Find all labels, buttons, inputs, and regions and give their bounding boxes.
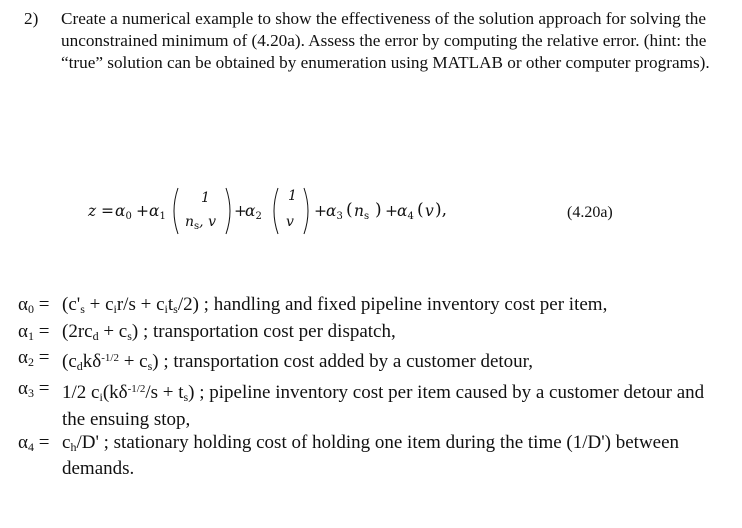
definition-symbol: $\alpha_0$ =: [18, 294, 50, 316]
definition-symbol: $\alpha_2$ =: [18, 347, 50, 370]
eq-term4: v: [425, 202, 434, 220]
definition-text: $(2rc_d + c_s)$ ; transportation cost per dispatch,: [62, 320, 396, 343]
eq-alpha3: $\alpha_3$: [326, 202, 343, 222]
eq-paren-close-3: ): [375, 200, 382, 220]
frac1-numerator: 1: [201, 190, 210, 206]
eq-plus-2: +: [234, 202, 247, 220]
frac2-denominator: v: [286, 214, 294, 230]
problem-number: 2): [24, 9, 39, 28]
definition-symbol: $\alpha_4$ =: [18, 431, 50, 454]
eq-term3: $n_s$: [354, 202, 370, 222]
definition-symbol: $\alpha_3$ =: [18, 378, 50, 401]
eq-plus-3: +: [314, 202, 327, 220]
eq-equals: =: [101, 202, 114, 220]
eq-paren-open-3: (: [346, 200, 353, 220]
eq-paren-open-4: (: [417, 200, 424, 220]
frac2-numerator: 1: [288, 188, 297, 204]
definition-symbol: $\alpha_1$ =: [18, 320, 50, 343]
eq-alpha1: $\alpha_1$: [149, 202, 166, 222]
eq-end: ),: [435, 200, 448, 220]
eq-alpha2: $\alpha_2$: [245, 202, 262, 222]
definition-text: 1/2 $c_i(k\delta^{-1/2}/s + t_s)$ ; pipeline inventory cost per item caused by a customer detour and the ensuing stop,: [62, 382, 705, 430]
frac1-denominator: $n_s$, v: [185, 214, 216, 232]
definition-alpha3: [18, 378, 718, 431]
definition-alpha1: [18, 321, 718, 348]
equation-4-20a: [88, 186, 648, 236]
left-paren-1: [168, 186, 180, 236]
problem-text: Create a numerical example to show the effectiveness of the solution approach for solving the unconstrained minimum of (4.20a). Assess the error by computing the relative error. (hint: the “true” solution can be obtained by enumeration using MATLAB or other computer programs).: [61, 9, 710, 72]
eq-alpha0: $\alpha_0$: [115, 202, 132, 222]
definition-text: $(c'_s + c_ir/s + c_it_s/2)$ ; handling and fixed pipeline inventory cost per item,: [62, 294, 608, 316]
eq-lhs: z: [88, 202, 97, 220]
definition-alpha4: [18, 432, 718, 481]
problem-statement: [24, 8, 729, 74]
left-paren-2: [268, 186, 280, 236]
eq-plus-4: +: [385, 202, 398, 220]
right-paren-2: [302, 186, 314, 236]
definition-text: $c_h/D'$ ; stationary holding cost of holding one item during the time (1/D') between demands.: [62, 431, 680, 480]
definition-alpha2: [18, 347, 718, 378]
eq-alpha4: $\alpha_4$: [397, 202, 414, 222]
definition-text: $(c_dk\delta^{-1/2} + c_s)$ ; transportation cost added by a customer detour,: [62, 351, 533, 374]
eq-plus-1: +: [136, 202, 149, 220]
definition-alpha0: [18, 294, 718, 321]
definitions-list: [18, 294, 718, 481]
equation-number: (4.20a): [567, 204, 613, 221]
